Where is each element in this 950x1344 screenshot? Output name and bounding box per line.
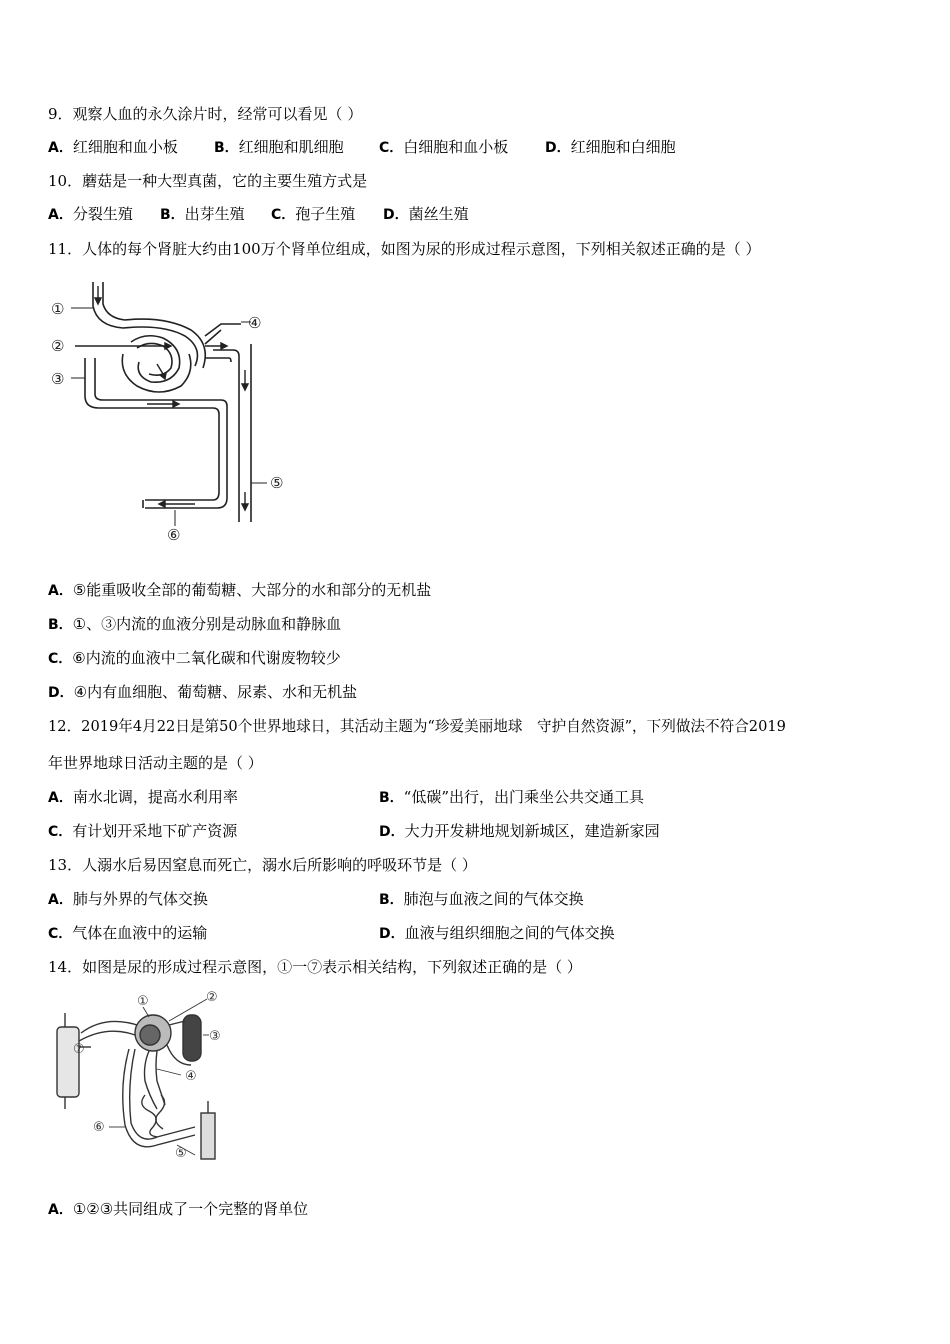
q11-option-c: C．⑥内流的血液中二氧化碳和代谢废物较少 — [48, 649, 341, 667]
q10-stem: 10．蘑菇是一种大型真菌，它的主要生殖方式是 — [48, 172, 368, 190]
nephron-label-1: ① — [51, 300, 65, 318]
q11-option-b: B．①、③内流的血液分别是动脉血和静脉血 — [48, 615, 342, 633]
q14-stem: 14．如图是尿的形成过程示意图，①一⑦表示相关结构，下列叙述正确的是（ ） — [48, 958, 582, 976]
q11-stem: 11．人体的每个肾脏大约由100万个肾单位组成，如图为尿的形成过程示意图，下列相关叙述正确的是（ ） — [48, 240, 761, 258]
q13-option-b: B．肺泡与血液之间的气体交换 — [379, 890, 584, 908]
q12-stem-line1: 12．2019年4月22日是第50个世界地球日，其活动主题为“珍爱美丽地球 守护自然资源”，下列做法不符合2019 — [48, 718, 786, 735]
q10-option-c: C．孢子生殖 — [271, 205, 356, 223]
q11-option-d: D．④内有血细胞、葡萄糖、尿素、水和无机盐 — [48, 683, 358, 701]
q10-option-d: D．菌丝生殖 — [383, 205, 469, 223]
nephron-label-4: ④ — [248, 314, 262, 332]
q9-stem: 9．观察人血的永久涂片时，经常可以看见（ ） — [48, 105, 363, 123]
q10-option-b: B．出芽生殖 — [160, 205, 245, 223]
q12-option-c: C．有计划开采地下矿产资源 — [48, 822, 238, 840]
urine-label-7: ⑦ — [73, 1042, 85, 1057]
urine-label-1: ① — [137, 994, 149, 1009]
nephron-label-6: ⑥ — [167, 526, 181, 544]
nephron-label-3: ③ — [51, 370, 65, 388]
q13-option-a: A．肺与外界的气体交换 — [48, 890, 208, 908]
q12-stem-line2: 年世界地球日活动主题的是（ ） — [48, 754, 263, 772]
q14-option-a: A．①②③共同组成了一个完整的肾单位 — [48, 1200, 309, 1218]
nephron-diagram — [45, 278, 300, 548]
q9-option-b: B．红细胞和肌细胞 — [214, 138, 344, 156]
urine-label-5: ⑤ — [175, 1146, 187, 1161]
nephron-label-2: ② — [51, 337, 65, 355]
q13-stem: 13．人溺水后易因窒息而死亡，溺水后所影响的呼吸环节是（ ） — [48, 856, 477, 874]
q9-option-c: C．白细胞和血小板 — [379, 138, 509, 156]
q9-option-d: D．红细胞和白细胞 — [545, 138, 676, 156]
q13-option-d: D．血液与组织细胞之间的气体交换 — [379, 924, 615, 942]
q10-option-a: A．分裂生殖 — [48, 205, 133, 223]
q13-option-c: C．气体在血液中的运输 — [48, 924, 208, 942]
urine-formation-diagram — [45, 985, 245, 1170]
urine-label-3: ③ — [209, 1029, 221, 1044]
urine-label-6: ⑥ — [93, 1120, 105, 1135]
q12-option-a: A．南水北调，提高水利用率 — [48, 788, 238, 806]
q12-option-b: B．“低碳”出行，出门乘坐公共交通工具 — [379, 788, 645, 806]
urine-label-4: ④ — [185, 1069, 197, 1084]
urine-label-2: ② — [206, 990, 218, 1005]
nephron-label-5: ⑤ — [270, 474, 284, 492]
q11-option-a: A．⑤能重吸收全部的葡萄糖、大部分的水和部分的无机盐 — [48, 581, 432, 599]
q9-option-a: A．红细胞和血小板 — [48, 138, 178, 156]
q12-option-d: D．大力开发耕地规划新城区，建造新家园 — [379, 822, 660, 840]
